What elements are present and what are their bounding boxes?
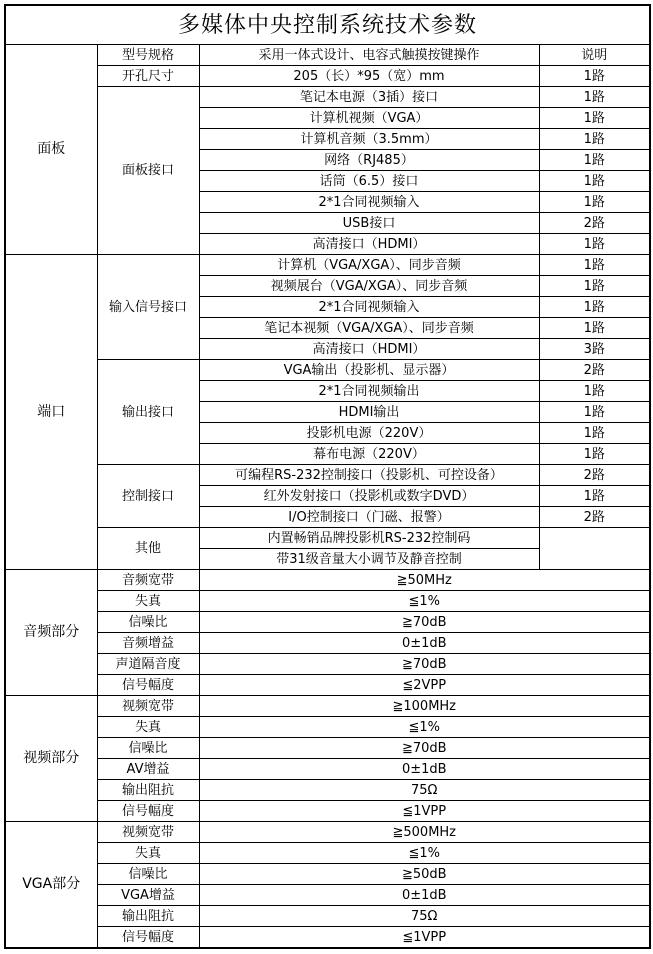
table-row bbox=[5, 612, 650, 633]
video-param: 信号幅度 bbox=[97, 801, 199, 822]
title-row bbox=[5, 5, 650, 45]
panel-item: 2*1合同视频输入 bbox=[199, 192, 539, 213]
header-design: 采用一体式设计、电容式触摸按键操作 bbox=[199, 45, 539, 66]
video-value: 75Ω bbox=[199, 780, 650, 801]
table-row bbox=[5, 255, 650, 276]
audio-param: 音频宽带 bbox=[97, 570, 199, 591]
output-item: 投影机电源（220V） bbox=[199, 423, 539, 444]
vga-param: 视频宽带 bbox=[97, 822, 199, 843]
table-row bbox=[5, 633, 650, 654]
control-item: 可编程RS-232控制接口（投影机、可控设备） bbox=[199, 465, 539, 486]
output-note: 1路 bbox=[539, 444, 650, 465]
table-row bbox=[5, 87, 650, 108]
section-video: 视频部分 bbox=[5, 696, 97, 822]
panel-item: 计算机视频（VGA） bbox=[199, 108, 539, 129]
panel-group-label: 面板接口 bbox=[97, 87, 199, 255]
video-value: ≦1% bbox=[199, 717, 650, 738]
table-row bbox=[5, 66, 650, 87]
section-panel: 面板 bbox=[5, 45, 97, 255]
panel-item: 高清接口（HDMI） bbox=[199, 234, 539, 255]
table-row bbox=[5, 843, 650, 864]
vga-value: ≦1% bbox=[199, 843, 650, 864]
video-param: AV增益 bbox=[97, 759, 199, 780]
audio-value: ≦2VPP bbox=[199, 675, 650, 696]
panel-note: 2路 bbox=[539, 213, 650, 234]
audio-param: 失真 bbox=[97, 591, 199, 612]
output-note: 1路 bbox=[539, 402, 650, 423]
audio-value: ≧50MHz bbox=[199, 570, 650, 591]
input-group-label: 输入信号接口 bbox=[97, 255, 199, 360]
header-note: 说明 bbox=[539, 45, 650, 66]
spec-sheet bbox=[4, 4, 649, 949]
table-row bbox=[5, 360, 650, 381]
table-row bbox=[5, 822, 650, 843]
section-vga: VGA部分 bbox=[5, 822, 97, 949]
hole-note: 1路 bbox=[539, 66, 650, 87]
control-note: 2路 bbox=[539, 465, 650, 486]
panel-note: 1路 bbox=[539, 87, 650, 108]
output-item: HDMI输出 bbox=[199, 402, 539, 423]
header-model: 型号规格 bbox=[97, 45, 199, 66]
input-item: 笔记本视频（VGA/XGA）、同步音频 bbox=[199, 318, 539, 339]
audio-param: 信噪比 bbox=[97, 612, 199, 633]
control-group-label: 控制接口 bbox=[97, 465, 199, 528]
output-note: 1路 bbox=[539, 423, 650, 444]
vga-value: 0±1dB bbox=[199, 885, 650, 906]
vga-param: 失真 bbox=[97, 843, 199, 864]
table-row bbox=[5, 738, 650, 759]
table-row bbox=[5, 801, 650, 822]
table-row bbox=[5, 45, 650, 66]
other-group-label: 其他 bbox=[97, 528, 199, 570]
video-value: ≧100MHz bbox=[199, 696, 650, 717]
table-row bbox=[5, 696, 650, 717]
table-row bbox=[5, 864, 650, 885]
input-note: 1路 bbox=[539, 276, 650, 297]
video-value: 0±1dB bbox=[199, 759, 650, 780]
video-param: 信噪比 bbox=[97, 738, 199, 759]
panel-note: 1路 bbox=[539, 150, 650, 171]
spec-table bbox=[4, 4, 651, 949]
audio-value: ≦1% bbox=[199, 591, 650, 612]
table-row bbox=[5, 465, 650, 486]
panel-item: USB接口 bbox=[199, 213, 539, 234]
vga-value: 75Ω bbox=[199, 906, 650, 927]
other-item: 内置畅销品牌投影机RS-232控制码 bbox=[199, 528, 539, 549]
input-note: 1路 bbox=[539, 297, 650, 318]
table-row bbox=[5, 591, 650, 612]
output-note: 1路 bbox=[539, 381, 650, 402]
other-item: 带31级音量大小调节及静音控制 bbox=[199, 549, 539, 570]
audio-value: 0±1dB bbox=[199, 633, 650, 654]
panel-note: 1路 bbox=[539, 129, 650, 150]
control-note: 2路 bbox=[539, 507, 650, 528]
video-param: 失真 bbox=[97, 717, 199, 738]
panel-item: 网络（RJ485） bbox=[199, 150, 539, 171]
table-row bbox=[5, 906, 650, 927]
section-ports: 端口 bbox=[5, 255, 97, 570]
table-title: 多媒体中央控制系统技术参数 bbox=[5, 5, 650, 45]
input-item: 视频展台（VGA/XGA）、同步音频 bbox=[199, 276, 539, 297]
table-row bbox=[5, 885, 650, 906]
table-row bbox=[5, 675, 650, 696]
panel-note: 1路 bbox=[539, 108, 650, 129]
panel-item: 计算机音频（3.5mm） bbox=[199, 129, 539, 150]
audio-param: 声道隔音度 bbox=[97, 654, 199, 675]
output-item: VGA输出（投影机、显示器） bbox=[199, 360, 539, 381]
section-audio: 音频部分 bbox=[5, 570, 97, 696]
video-value: ≦1VPP bbox=[199, 801, 650, 822]
hole-label: 开孔尺寸 bbox=[97, 66, 199, 87]
hole-value: 205（长）*95（宽）mm bbox=[199, 66, 539, 87]
vga-param: 信噪比 bbox=[97, 864, 199, 885]
input-note: 1路 bbox=[539, 318, 650, 339]
output-item: 2*1合同视频输出 bbox=[199, 381, 539, 402]
control-item: I/O控制接口（门磁、报警） bbox=[199, 507, 539, 528]
output-note: 2路 bbox=[539, 360, 650, 381]
video-value: ≧70dB bbox=[199, 738, 650, 759]
input-item: 计算机（VGA/XGA）、同步音频 bbox=[199, 255, 539, 276]
vga-param: 输出阻抗 bbox=[97, 906, 199, 927]
input-note: 3路 bbox=[539, 339, 650, 360]
audio-value: ≧70dB bbox=[199, 654, 650, 675]
vga-param: VGA增益 bbox=[97, 885, 199, 906]
input-item: 2*1合同视频输入 bbox=[199, 297, 539, 318]
vga-value: ≧50dB bbox=[199, 864, 650, 885]
table-row bbox=[5, 570, 650, 591]
input-item: 高清接口（HDMI） bbox=[199, 339, 539, 360]
video-param: 视频宽带 bbox=[97, 696, 199, 717]
output-item: 幕布电源（220V） bbox=[199, 444, 539, 465]
audio-param: 信号幅度 bbox=[97, 675, 199, 696]
table-row bbox=[5, 780, 650, 801]
table-row bbox=[5, 927, 650, 949]
vga-param: 信号幅度 bbox=[97, 927, 199, 949]
control-note: 1路 bbox=[539, 486, 650, 507]
other-note-empty bbox=[539, 528, 650, 570]
panel-note: 1路 bbox=[539, 234, 650, 255]
video-param: 输出阻抗 bbox=[97, 780, 199, 801]
table-row bbox=[5, 759, 650, 780]
output-group-label: 输出接口 bbox=[97, 360, 199, 465]
audio-param: 音频增益 bbox=[97, 633, 199, 654]
panel-note: 1路 bbox=[539, 171, 650, 192]
table-row bbox=[5, 528, 650, 549]
vga-value: ≧500MHz bbox=[199, 822, 650, 843]
audio-value: ≧70dB bbox=[199, 612, 650, 633]
panel-item: 话筒（6.5）接口 bbox=[199, 171, 539, 192]
table-row bbox=[5, 717, 650, 738]
table-row bbox=[5, 654, 650, 675]
input-note: 1路 bbox=[539, 255, 650, 276]
control-item: 红外发射接口（投影机或数字DVD） bbox=[199, 486, 539, 507]
panel-note: 1路 bbox=[539, 192, 650, 213]
panel-item: 笔记本电源（3插）接口 bbox=[199, 87, 539, 108]
vga-value: ≦1VPP bbox=[199, 927, 650, 949]
